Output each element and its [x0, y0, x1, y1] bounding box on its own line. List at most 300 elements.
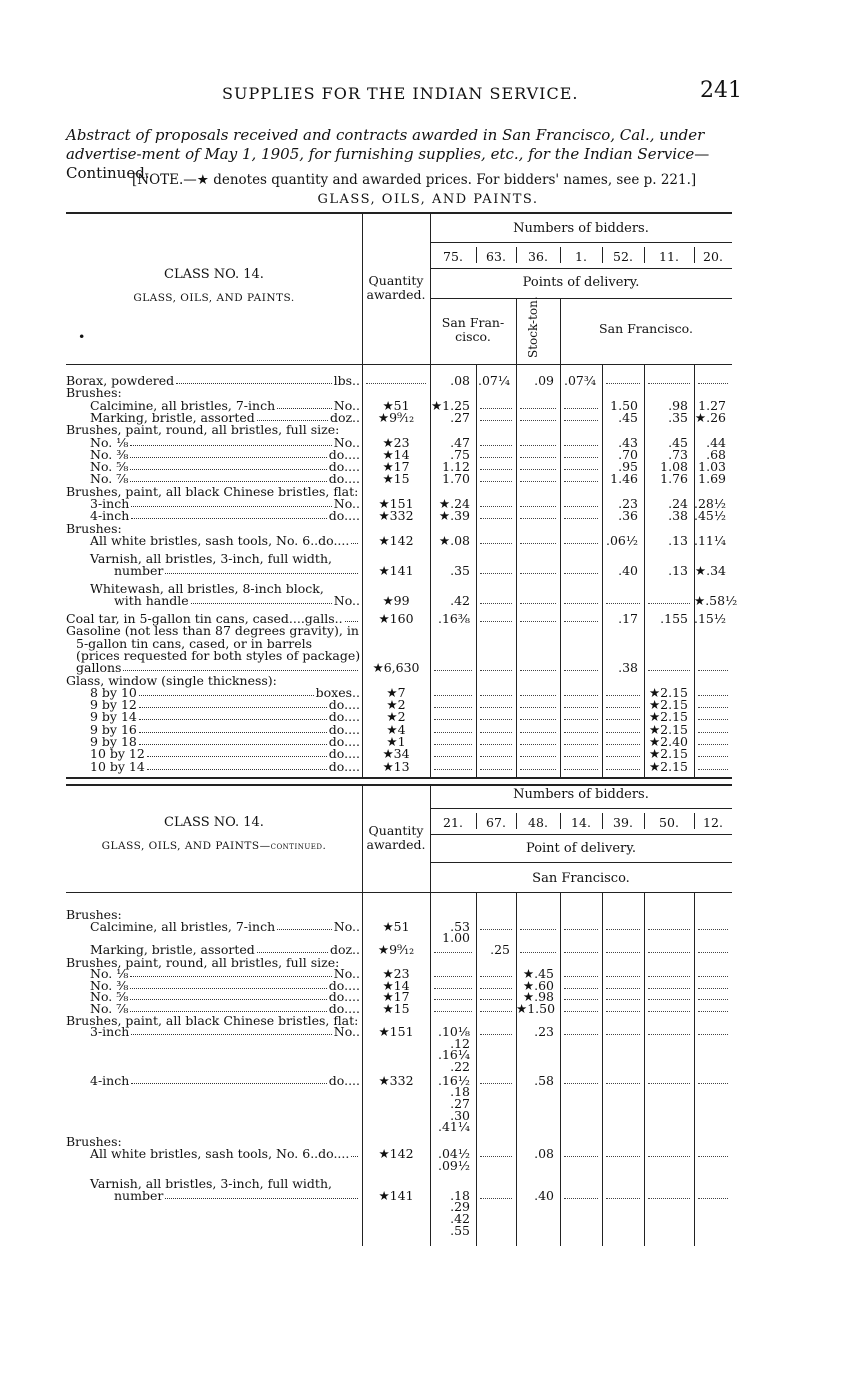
column-rule — [560, 364, 561, 778]
empty-cell-dots — [698, 756, 728, 757]
empty-cell-dots — [564, 1156, 598, 1157]
empty-cell-dots — [520, 670, 556, 671]
bid-price: .95 — [618, 459, 638, 475]
bid-price: .28½ — [694, 496, 726, 511]
bidders-rule-top — [430, 242, 732, 243]
row-unit: No.. — [333, 434, 360, 450]
row-label-text: Brushes: — [66, 520, 122, 536]
empty-cell-dots — [520, 457, 556, 458]
bid-price: ★.26 — [694, 409, 726, 425]
running-header — [0, 78, 856, 108]
row-unit: do.... — [328, 758, 360, 774]
column-rule — [560, 892, 561, 1246]
bid-price: .23 — [534, 1024, 554, 1040]
row-label-text: No. ⅜ — [90, 977, 129, 993]
empty-cell-dots — [564, 976, 598, 977]
bid-price: .09½ — [438, 1157, 470, 1173]
empty-cell-dots — [648, 999, 690, 1000]
empty-cell-dots — [698, 744, 728, 745]
bid-price: ★.39 — [438, 508, 470, 524]
row-unit: No.. — [333, 496, 360, 511]
bidder-number: 21. — [443, 815, 463, 830]
quantity-awarded: ★9⁹⁄₁₂ — [377, 941, 415, 957]
bidder-sep — [644, 247, 645, 263]
bid-price: ★1.50 — [516, 1000, 556, 1016]
row-label-text: 9 by 16 — [90, 721, 137, 737]
column-rule — [516, 364, 517, 778]
bidders-rule-bottom — [430, 268, 732, 269]
bid-price: .12 — [450, 1035, 470, 1051]
row-unit: do.... — [328, 721, 360, 737]
row-label-text: 9 by 12 — [90, 697, 137, 713]
bid-price: .47 — [450, 434, 470, 450]
empty-cell-dots — [606, 929, 640, 930]
table-1 — [66, 212, 738, 778]
empty-cell-dots — [480, 756, 512, 757]
quantity-awarded: ★332 — [378, 508, 414, 524]
row-label-text: Brushes, paint, round, all bristles, full size: — [66, 422, 340, 438]
quantity-awarded: ★160 — [378, 611, 414, 626]
empty-cell-dots — [480, 1011, 512, 1012]
empty-cell-dots — [564, 999, 598, 1000]
bidder-number: 63. — [486, 249, 506, 264]
empty-cell-dots — [564, 695, 598, 696]
bidder-sep — [516, 813, 517, 829]
row-label-text: (prices requested for both styles of package) — [76, 647, 361, 663]
bid-price: .04½ — [438, 1145, 470, 1161]
empty-cell-dots — [606, 1198, 640, 1199]
bid-price: .42 — [450, 1210, 470, 1226]
leader-dots — [130, 481, 326, 482]
empty-cell-dots — [520, 518, 556, 519]
empty-cell-dots — [434, 707, 472, 708]
row-unit: do.... — [328, 471, 360, 487]
empty-cell-dots — [520, 744, 556, 745]
empty-cell-dots — [520, 469, 556, 470]
bid-price: 1.76 — [660, 471, 688, 487]
empty-cell-dots — [564, 543, 598, 544]
bid-price: .41¼ — [438, 1119, 470, 1135]
bid-price: .75 — [450, 446, 470, 462]
empty-cell-dots — [480, 1198, 512, 1199]
bidder-number: 52. — [613, 249, 633, 264]
quantity-awarded: ★99 — [382, 593, 410, 609]
empty-cell-dots — [434, 695, 472, 696]
empty-cell-dots — [698, 769, 728, 770]
bidder-number: 12. — [703, 815, 723, 830]
leader-dots — [130, 988, 326, 989]
row-unit: do.... — [328, 734, 360, 749]
leader-dots — [130, 457, 326, 458]
row-label-text: 5-gallon tin cans, cased, or in barrels — [76, 635, 313, 651]
bid-price: 1.03 — [698, 459, 726, 475]
row-unit: lbs.. — [333, 373, 360, 388]
bid-price: 1.69 — [698, 471, 726, 487]
quantity-awarded: ★142 — [378, 532, 414, 548]
leader-dots — [147, 769, 327, 770]
table-bottom-rule — [66, 777, 732, 779]
class-subtitle: GLASS, OILS, AND PAINTS—continued. — [101, 840, 327, 852]
bidder-sep — [602, 813, 603, 829]
row-unit: No.. — [333, 593, 360, 609]
leader-dots — [139, 695, 314, 696]
row-unit: doz.. — [329, 941, 360, 957]
bid-price: .38 — [618, 660, 638, 676]
bid-price: .08 — [534, 1145, 554, 1161]
row-label-text: 4-inch — [90, 1072, 130, 1088]
row-unit: do.... — [328, 746, 360, 762]
empty-cell-dots — [366, 383, 426, 384]
empty-cell-dots — [698, 929, 728, 930]
empty-cell-dots — [606, 603, 640, 604]
empty-cell-dots — [606, 1011, 640, 1012]
row-label-text: No. ⅞ — [90, 1000, 129, 1016]
bid-price: .35 — [668, 409, 688, 425]
quantity-awarded: ★6,630 — [372, 660, 420, 676]
empty-cell-dots — [520, 506, 556, 507]
row-label-text: Gasoline (not less than 87 degrees gravity), in — [66, 623, 359, 639]
row-unit: do.... — [328, 459, 360, 475]
quantity-awarded: ★14 — [382, 977, 410, 993]
leader-dots — [277, 408, 332, 409]
bid-price: .42 — [450, 593, 470, 609]
bid-price: ★.45 — [522, 966, 554, 982]
empty-cell-dots — [480, 695, 512, 696]
quantity-awarded-header: Quantity awarded. — [366, 273, 426, 302]
bidder-number: 75. — [443, 249, 463, 264]
bidder-sep — [644, 813, 645, 829]
quantity-awarded: ★51 — [382, 397, 410, 413]
empty-cell-dots — [606, 744, 640, 745]
empty-cell-dots — [698, 976, 728, 977]
row-label-text: Calcimine, all bristles, 7-inch — [90, 397, 276, 413]
row-label-text: No. ⅛ — [90, 434, 129, 450]
row-label-text: Marking, bristle, assorted — [90, 409, 255, 425]
bidder-number: 20. — [703, 249, 723, 264]
bid-price: ★2.15 — [648, 697, 688, 713]
row-label-text: Calcimine, all bristles, 7-inch — [90, 918, 276, 934]
row-label-text: Brushes, paint, all black Chinese bristles, flat: — [66, 483, 359, 499]
table-row-label — [90, 943, 360, 956]
leader-dots — [147, 756, 327, 757]
empty-cell-dots — [480, 518, 512, 519]
row-unit: do.... — [328, 697, 360, 713]
empty-cell-dots — [480, 707, 512, 708]
row-unit: No.. — [333, 918, 360, 934]
bid-price: 1.27 — [698, 397, 726, 413]
empty-cell-dots — [698, 383, 728, 384]
quantity-awarded: ★23 — [382, 434, 410, 450]
quantity-awarded: ★15 — [382, 1000, 410, 1016]
empty-cell-dots — [520, 408, 556, 409]
bidder-sep — [476, 247, 477, 263]
bid-price: .09 — [534, 373, 554, 388]
bidder-sep — [694, 247, 695, 263]
quantity-awarded: ★2 — [386, 697, 406, 713]
empty-cell-dots — [606, 999, 640, 1000]
bid-price: ★2.40 — [648, 734, 688, 749]
delivery-san-francisco-2: San Francisco. — [599, 321, 693, 336]
row-label-text: number — [114, 563, 164, 579]
row-label-text: No. ⅝ — [90, 459, 129, 475]
column-rule — [644, 892, 645, 1246]
empty-cell-dots — [480, 929, 512, 930]
empty-cell-dots — [480, 543, 512, 544]
table-top-rule — [66, 212, 732, 214]
empty-cell-dots — [564, 732, 598, 733]
leader-dots — [351, 1156, 358, 1157]
row-unit: doz.. — [329, 409, 360, 425]
bid-price: .55 — [450, 1222, 470, 1238]
row-label-text: 10 by 14 — [90, 758, 145, 774]
bid-price: .27 — [450, 1096, 470, 1112]
quantity-awarded: ★2 — [386, 709, 406, 725]
empty-cell-dots — [606, 756, 640, 757]
row-label-text: No. ⅝ — [90, 989, 129, 1005]
quantity-awarded: ★15 — [382, 471, 410, 487]
empty-cell-dots — [520, 573, 556, 574]
bid-price: .29 — [450, 1199, 470, 1215]
row-unit: do.... — [328, 446, 360, 462]
empty-cell-dots — [480, 769, 512, 770]
empty-cell-dots — [698, 1198, 728, 1199]
empty-cell-dots — [698, 1011, 728, 1012]
empty-cell-dots — [648, 929, 690, 930]
empty-cell-dots — [480, 999, 512, 1000]
row-label-text: Brushes, paint, all black Chinese bristles, flat: — [66, 1012, 359, 1028]
empty-cell-dots — [698, 719, 728, 720]
quantity-awarded: ★151 — [378, 1024, 414, 1040]
bid-price: .68 — [706, 446, 726, 462]
empty-cell-dots — [480, 1156, 512, 1157]
bid-price: 1.50 — [610, 397, 638, 413]
empty-cell-dots — [564, 420, 598, 421]
row-label-text: Coal tar, in 5-gallon tin cans, cased....galls.. — [66, 611, 343, 626]
row-unit: boxes.. — [315, 684, 360, 700]
empty-cell-dots — [698, 670, 728, 671]
empty-cell-dots — [564, 1034, 598, 1035]
empty-cell-dots — [480, 469, 512, 470]
bidder-number: 11. — [659, 249, 679, 264]
leader-dots — [130, 976, 331, 977]
row-unit: do.... — [328, 989, 360, 1005]
empty-cell-dots — [606, 707, 640, 708]
empty-cell-dots — [480, 506, 512, 507]
empty-cell-dots — [520, 719, 556, 720]
qty-left-rule — [362, 784, 363, 1246]
section-title: GLASS, OILS, AND PAINTS. — [317, 192, 539, 207]
leader-dots — [139, 744, 327, 745]
table-row-label — [90, 534, 360, 547]
empty-cell-dots — [648, 1156, 690, 1157]
empty-cell-dots — [564, 670, 598, 671]
row-unit: No.. — [333, 1024, 360, 1040]
delivery-stockton: Stock-ton. — [526, 296, 540, 358]
empty-cell-dots — [434, 999, 472, 1000]
leader-dots — [131, 518, 327, 519]
row-label-text: 8 by 10 — [90, 684, 137, 700]
empty-cell-dots — [434, 1011, 472, 1012]
empty-cell-dots — [520, 543, 556, 544]
table-row-label — [90, 920, 360, 933]
empty-cell-dots — [434, 952, 472, 953]
empty-cell-dots — [564, 469, 598, 470]
empty-cell-dots — [698, 1034, 728, 1035]
empty-cell-dots — [564, 952, 598, 953]
empty-cell-dots — [564, 1083, 598, 1084]
page-number: 241 — [700, 78, 742, 103]
quantity-awarded: ★23 — [382, 966, 410, 982]
empty-cell-dots — [520, 420, 556, 421]
empty-cell-dots — [564, 603, 598, 604]
empty-cell-dots — [648, 1034, 690, 1035]
row-label-text: All white bristles, sash tools, No. 6..do.... — [90, 532, 350, 548]
column-rule — [602, 892, 603, 1246]
bid-price: .08 — [450, 373, 470, 388]
bid-price: .27 — [450, 409, 470, 425]
empty-cell-dots — [606, 988, 640, 989]
bid-price: ★.34 — [694, 563, 726, 579]
bid-price: .73 — [668, 446, 688, 462]
quantity-awarded: ★13 — [382, 758, 410, 774]
bidder-sep — [694, 813, 695, 829]
bid-price: .22 — [450, 1058, 470, 1074]
bid-price: .53 — [450, 918, 470, 934]
row-label-text: Glass, window (single thickness): — [66, 672, 277, 688]
empty-cell-dots — [564, 719, 598, 720]
empty-cell-dots — [564, 744, 598, 745]
quantity-awarded: ★7 — [386, 684, 406, 700]
quantity-awarded: ★34 — [382, 746, 410, 762]
empty-cell-dots — [480, 719, 512, 720]
quantity-awarded: ★14 — [382, 446, 410, 462]
empty-cell-dots — [564, 621, 598, 622]
leader-dots — [345, 621, 358, 622]
row-unit: do.... — [328, 508, 360, 524]
row-label-text: 9 by 14 — [90, 709, 137, 725]
empty-cell-dots — [648, 1198, 690, 1199]
empty-cell-dots — [606, 695, 640, 696]
bid-price: .16⅜ — [438, 611, 470, 626]
row-label-text: Borax, powdered — [66, 373, 175, 388]
bidder-sep — [516, 247, 517, 263]
bid-price: 1.00 — [442, 930, 470, 946]
bid-price: .16¼ — [438, 1047, 470, 1063]
delivery-header: Point of delivery. — [525, 841, 637, 856]
bid-price: ★2.15 — [648, 758, 688, 774]
empty-cell-dots — [698, 1083, 728, 1084]
bid-price: .40 — [534, 1187, 554, 1203]
empty-cell-dots — [564, 769, 598, 770]
empty-cell-dots — [564, 1198, 598, 1199]
row-unit: No.. — [333, 397, 360, 413]
column-rule — [476, 364, 477, 778]
bid-price: .38 — [668, 508, 688, 524]
table-row-label — [90, 1147, 360, 1160]
empty-cell-dots — [564, 1011, 598, 1012]
row-label-text: No. ⅛ — [90, 966, 129, 982]
bid-price: 1.46 — [610, 471, 638, 487]
empty-cell-dots — [520, 769, 556, 770]
quantity-awarded: ★51 — [382, 918, 410, 934]
empty-cell-dots — [698, 707, 728, 708]
bid-price: ★.08 — [438, 532, 470, 548]
empty-cell-dots — [480, 1034, 512, 1035]
table-row-label — [90, 760, 360, 773]
empty-cell-dots — [606, 1156, 640, 1157]
bid-price: .23 — [618, 496, 638, 511]
empty-cell-dots — [698, 1156, 728, 1157]
table-row-label — [90, 509, 360, 522]
bid-price: .45 — [618, 409, 638, 425]
leader-dots — [165, 573, 358, 574]
empty-cell-dots — [480, 420, 512, 421]
bid-price: .11¼ — [694, 532, 726, 548]
bidder-sep — [476, 813, 477, 829]
empty-cell-dots — [480, 457, 512, 458]
bidder-number: 36. — [528, 249, 548, 264]
bid-price: ★2.15 — [648, 684, 688, 700]
bid-price: ★1.25 — [430, 397, 470, 413]
table-row-label — [90, 497, 360, 510]
class-subtitle: GLASS, OILS, AND PAINTS. — [133, 292, 295, 304]
row-label-text: Brushes: — [66, 1134, 122, 1150]
empty-cell-dots — [434, 719, 472, 720]
leader-dots — [351, 543, 358, 544]
empty-cell-dots — [520, 756, 556, 757]
bid-price: .45 — [668, 434, 688, 450]
bid-price: .13 — [668, 563, 688, 579]
row-label-text: 3-inch — [90, 496, 130, 511]
row-label-text: Marking, bristle, assorted — [90, 941, 255, 957]
empty-cell-dots — [564, 445, 598, 446]
empty-cell-dots — [434, 732, 472, 733]
row-label-text: 3-inch — [90, 1024, 130, 1040]
empty-cell-dots — [606, 1034, 640, 1035]
empty-cell-dots — [480, 603, 512, 604]
empty-cell-dots — [564, 756, 598, 757]
delivery-san-francisco-1: San Fran- cisco. — [441, 315, 505, 344]
empty-cell-dots — [480, 670, 512, 671]
bid-price: ★.98 — [522, 989, 554, 1005]
bidder-number: 39. — [613, 815, 633, 830]
leader-dots — [139, 732, 327, 733]
empty-cell-dots — [606, 732, 640, 733]
empty-cell-dots — [480, 976, 512, 977]
bid-price: .18 — [450, 1084, 470, 1100]
empty-cell-dots — [434, 988, 472, 989]
quantity-awarded: ★17 — [382, 459, 410, 475]
empty-cell-dots — [606, 1083, 640, 1084]
empty-cell-dots — [648, 383, 690, 384]
empty-cell-dots — [698, 999, 728, 1000]
row-label-text: Brushes: — [66, 907, 122, 922]
delivery-rule — [430, 298, 732, 299]
quantity-awarded: ★4 — [386, 721, 406, 737]
class-label: CLASS NO. 14. — [164, 815, 264, 830]
bid-price: .58 — [534, 1072, 554, 1088]
bidder-sep — [560, 247, 561, 263]
empty-cell-dots — [480, 481, 512, 482]
leader-dots — [131, 1083, 327, 1084]
row-unit: do.... — [328, 1000, 360, 1016]
bid-price: .44 — [706, 434, 726, 450]
empty-cell-dots — [564, 573, 598, 574]
empty-cell-dots — [698, 695, 728, 696]
bid-price: .17 — [618, 611, 638, 626]
row-unit: do.... — [328, 977, 360, 993]
quantity-awarded: ★141 — [378, 563, 414, 579]
